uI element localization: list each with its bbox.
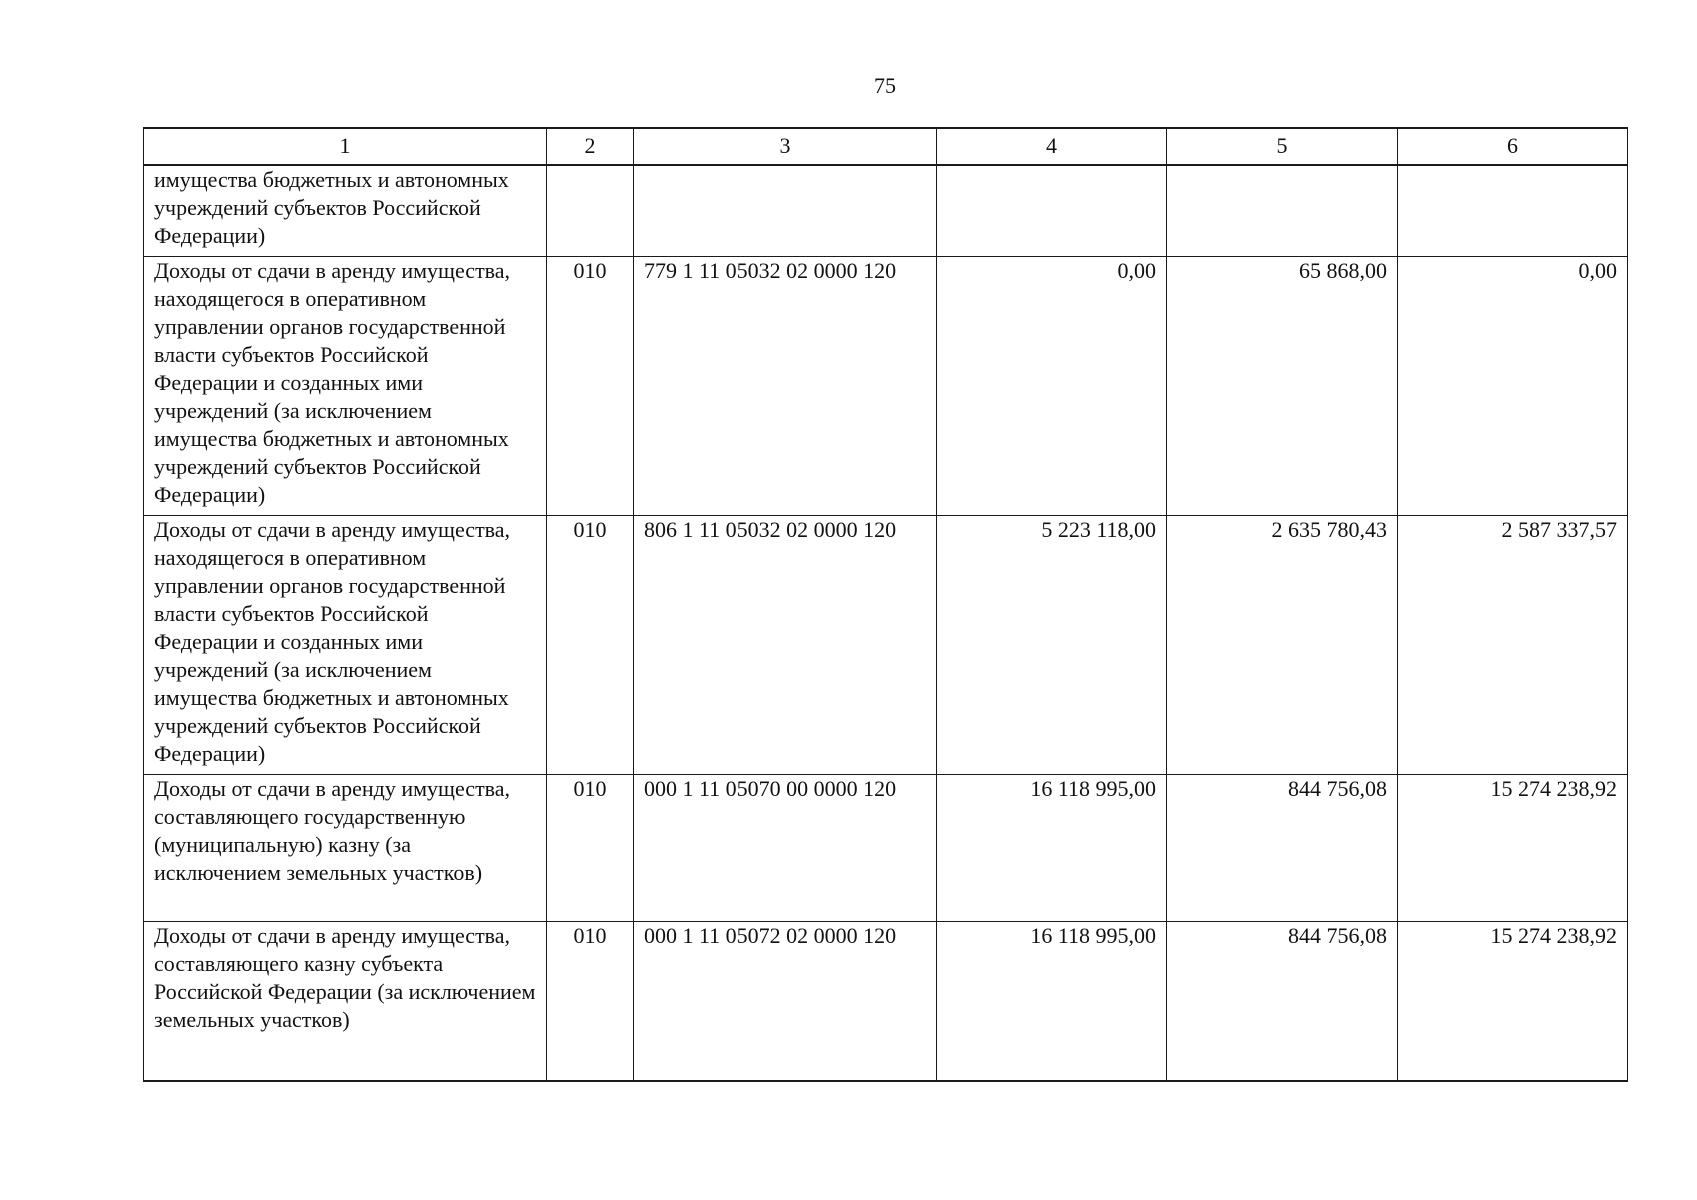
col4-value-cell: 16 118 995,00 (937, 775, 1167, 922)
line-code-cell (547, 165, 634, 257)
col4-value-cell: 0,00 (937, 257, 1167, 516)
table-row (144, 775, 1628, 922)
col5-value-cell (1167, 165, 1398, 257)
table-row (144, 165, 1628, 257)
budget-code-cell (634, 165, 937, 257)
header-col-5: 5 (1167, 128, 1398, 165)
line-code-cell: 010 (547, 516, 634, 775)
income-name-cell: Доходы от сдачи в аренду имущества, находящегося в оперативном управлении органов государственной власти субъектов Российской Федерации и созданных ими учреждений (за исключением имущества бюджетных и автономных учреждений субъектов Российской Федерации) (144, 516, 547, 775)
header-col-4: 4 (937, 128, 1167, 165)
budget-code-cell: 779 1 11 05032 02 0000 120 (634, 257, 937, 516)
header-col-1: 1 (144, 128, 547, 165)
line-code-cell: 010 (547, 257, 634, 516)
col5-value-cell: 2 635 780,43 (1167, 516, 1398, 775)
budget-code-cell: 806 1 11 05032 02 0000 120 (634, 516, 937, 775)
header-col-2: 2 (547, 128, 634, 165)
col4-value-cell (937, 165, 1167, 257)
income-name-cell: имущества бюджетных и автономных учреждений субъектов Российской Федерации) (144, 165, 547, 257)
income-name-cell: Доходы от сдачи в аренду имущества, находящегося в оперативном управлении органов государственной власти субъектов Российской Федерации и созданных ими учреждений (за исключением имущества бюджетных и автономных учреждений субъектов Российской Федерации) (144, 257, 547, 516)
col6-value-cell: 2 587 337,57 (1398, 516, 1628, 775)
income-name-cell: Доходы от сдачи в аренду имущества, составляющего государственную (муниципальную) казну (за исключением земельных участков) (144, 775, 547, 922)
table-header (144, 128, 1628, 165)
table-row (144, 922, 1628, 1082)
table-row (144, 257, 1628, 516)
col5-value-cell: 844 756,08 (1167, 775, 1398, 922)
page-number: 75 (874, 73, 896, 98)
budget-code-cell: 000 1 11 05072 02 0000 120 (634, 922, 937, 1082)
col6-value-cell: 15 274 238,92 (1398, 775, 1628, 922)
revenue-table (143, 127, 1628, 1082)
header-col-6: 6 (1398, 128, 1628, 165)
col6-value-cell: 15 274 238,92 (1398, 922, 1628, 1082)
line-code-cell: 010 (547, 775, 634, 922)
table-row (144, 516, 1628, 775)
col5-value-cell: 844 756,08 (1167, 922, 1398, 1082)
table-body (144, 165, 1628, 1081)
col6-value-cell: 0,00 (1398, 257, 1628, 516)
income-name-cell: Доходы от сдачи в аренду имущества, составляющего казну субъекта Российской Федерации (за исключением земельных участков) (144, 922, 547, 1082)
col4-value-cell: 5 223 118,00 (937, 516, 1167, 775)
budget-code-cell: 000 1 11 05070 00 0000 120 (634, 775, 937, 922)
header-row (144, 128, 1628, 165)
col4-value-cell: 16 118 995,00 (937, 922, 1167, 1082)
line-code-cell: 010 (547, 922, 634, 1082)
col5-value-cell: 65 868,00 (1167, 257, 1398, 516)
col6-value-cell (1398, 165, 1628, 257)
header-col-3: 3 (634, 128, 937, 165)
